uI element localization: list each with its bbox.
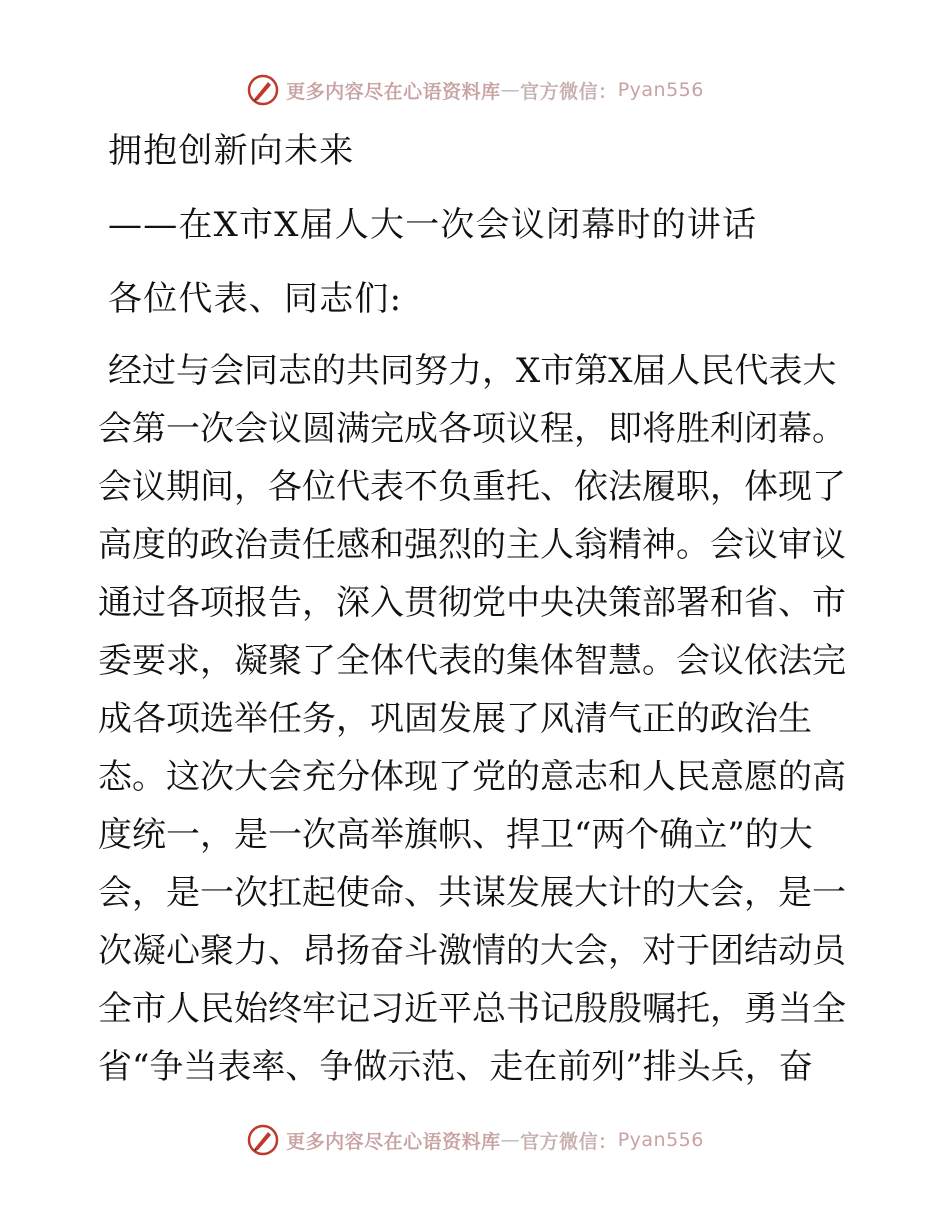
paragraph-line: 通过各项报告，深入贯彻党中央决策部署和省、市	[98, 583, 846, 623]
quill-logo-icon	[246, 1123, 280, 1157]
quill-logo-icon	[246, 73, 280, 107]
paragraph-line: 省“争当表率、争做示范、走在前列”排头兵，奋	[98, 1047, 813, 1087]
document-subtitle: ——在X市X届人大一次会议闭幕时的讲话	[108, 205, 758, 245]
paragraph-line: 度统一，是一次高举旗帜、捍卫“两个确立”的大	[98, 815, 813, 855]
paragraph-line: 会议期间，各位代表不负重托、依法履职，体现了	[98, 467, 846, 507]
salutation: 各位代表、同志们:	[108, 279, 403, 319]
paragraph-line: 态。这次大会充分体现了党的意志和人民意愿的高	[98, 757, 846, 797]
watermark-site-name: 更多内容尽在心语资料库	[286, 1130, 501, 1153]
watermark-wechat-id: Pyan556	[617, 79, 704, 101]
paragraph-line: 会，是一次扛起使命、共谋发展大计的大会，是一	[98, 873, 846, 913]
watermark-official-label: 官方微信：	[520, 80, 618, 103]
paragraph-line: 委要求，凝聚了全体代表的集体智慧。会议依法完	[98, 641, 846, 681]
watermark-footer	[0, 1122, 950, 1158]
watermark-header	[0, 72, 950, 108]
paragraph-line: 会第一次会议圆满完成各项议程，即将胜利闭幕。	[98, 409, 846, 449]
watermark-wechat-id: Pyan556	[617, 1129, 704, 1151]
watermark-separator: —	[500, 1129, 521, 1151]
paragraph-line: 高度的政治责任感和强烈的主人翁精神。会议审议	[98, 525, 846, 565]
paragraph-line: 全市人民始终牢记习近平总书记殷殷嘱托，勇当全	[98, 989, 846, 1029]
document-title: 拥抱创新向未来	[108, 131, 355, 171]
watermark-official-label: 官方微信：	[520, 1130, 618, 1153]
document-body	[98, 126, 858, 1096]
paragraph-line: 次凝心聚力、昂扬奋斗激情的大会，对于团结动员	[98, 931, 846, 971]
watermark-site-name: 更多内容尽在心语资料库	[286, 80, 501, 103]
paragraph-line: 经过与会同志的共同努力，X市第X届人民代表大	[108, 351, 837, 391]
watermark-separator: —	[500, 79, 521, 101]
speech-paragraph	[98, 342, 858, 1096]
paragraph-line: 成各项选举任务，巩固发展了风清气正的政治生	[98, 699, 812, 739]
